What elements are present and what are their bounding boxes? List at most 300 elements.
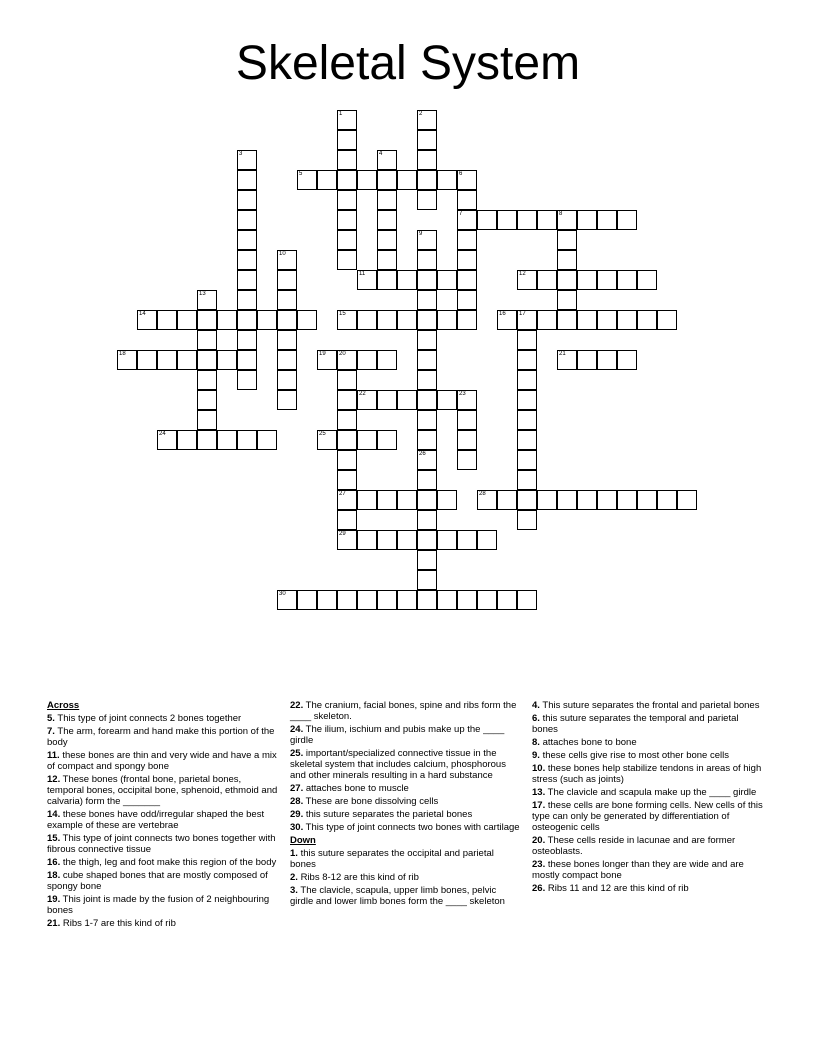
clue-number-label: 30. [290,822,304,833]
clue-text: cube shaped bones that are mostly composed of spongy bone [47,870,268,892]
grid-cell[interactable] [357,350,377,370]
grid-cell[interactable] [577,490,597,510]
clue-number: 18 [119,351,126,357]
clue-number: 5 [299,171,303,177]
grid-cell[interactable] [557,210,577,230]
grid-cell[interactable] [377,210,397,230]
grid-cell[interactable] [377,390,397,410]
clue-text: these cells give rise to most other bone cells [539,750,729,761]
clue-item [290,796,522,807]
clue-number-label: 1. [290,848,298,859]
clue-number-label: 14. [47,809,61,820]
grid-cell[interactable] [457,450,477,470]
grid-cell[interactable] [557,230,577,250]
clue-number: 10 [279,251,286,257]
across-heading: Across [47,700,80,711]
grid-cell[interactable] [557,270,577,290]
grid-cell[interactable] [457,270,477,290]
clue-text: These are bone dissolving cells [303,796,439,807]
clue-number-label: 23. [532,859,546,870]
grid-cell[interactable] [337,390,357,410]
grid-cell[interactable] [397,170,417,190]
grid-cell[interactable] [337,150,357,170]
clue-item [47,857,279,868]
clue-number-label: 3. [290,885,298,896]
grid-cell[interactable] [337,170,357,190]
grid-cell[interactable] [357,310,377,330]
grid-cell[interactable] [177,310,197,330]
clue-text: The clavicle, scapula, upper limb bones, pelvic girdle and lower limb bones form the ____ skeleton [290,885,505,907]
clue-text: Ribs 8-12 are this kind of rib [297,872,419,883]
clue-item [532,859,764,881]
clue-text: The arm, forearm and hand make this portion of the body [47,726,275,748]
grid-cell[interactable] [417,390,437,410]
clue-number: 4 [379,151,383,157]
grid-cell[interactable] [417,270,437,290]
clue-item [532,800,764,833]
grid-cell[interactable] [217,430,237,450]
clue-number: 16 [499,311,506,317]
grid-cell[interactable] [517,350,537,370]
clue-number: 19 [319,351,326,357]
grid-cell[interactable] [417,310,437,330]
grid-cell[interactable] [617,210,637,230]
clue-number: 15 [339,311,346,317]
grid-cell[interactable] [577,270,597,290]
clue-number: 25 [319,431,326,437]
grid-cell[interactable] [417,550,437,570]
grid-cell[interactable] [437,490,457,510]
clue-text: these bones longer than they are wide and are mostly compact bone [532,859,744,881]
clue-number-label: 10. [532,763,546,774]
grid-cell[interactable] [417,330,437,350]
grid-cell[interactable] [597,270,617,290]
grid-cell[interactable] [417,570,437,590]
clue-number: 30 [279,591,286,597]
grid-cell[interactable] [277,370,297,390]
grid-cell[interactable] [317,430,337,450]
grid-cell[interactable] [417,230,437,250]
grid-cell[interactable] [357,530,377,550]
clue-number-label: 7. [47,726,55,737]
grid-cell[interactable] [237,310,257,330]
grid-cell[interactable] [457,250,477,270]
grid-cell[interactable] [297,310,317,330]
clue-number-label: 6. [532,713,540,724]
grid-cell[interactable] [237,430,257,450]
grid-cell[interactable] [317,350,337,370]
grid-cell[interactable] [437,270,457,290]
clue-text: attaches bone to muscle [303,783,409,794]
grid-cell[interactable] [377,230,397,250]
grid-cell[interactable] [337,410,357,430]
grid-cell[interactable] [537,310,557,330]
grid-cell[interactable] [617,350,637,370]
grid-cell[interactable] [337,490,357,510]
grid-cell[interactable] [597,490,617,510]
grid-cell[interactable] [617,310,637,330]
grid-cell[interactable] [177,350,197,370]
grid-cell[interactable] [517,430,537,450]
grid-cell[interactable] [537,210,557,230]
grid-cell[interactable] [517,210,537,230]
clue-item [290,848,522,870]
clue-item [47,918,279,929]
grid-cell[interactable] [337,230,357,250]
grid-cell[interactable] [337,450,357,470]
grid-cell[interactable] [377,310,397,330]
grid-cell[interactable] [197,430,217,450]
grid-cell[interactable] [377,430,397,450]
grid-cell[interactable] [637,270,657,290]
grid-cell[interactable] [417,530,437,550]
clue-text: The cranium, facial bones, spine and ribs form the ____ skeleton. [290,700,517,722]
grid-cell[interactable] [417,470,437,490]
grid-cell[interactable] [517,510,537,530]
grid-cell[interactable] [417,450,437,470]
grid-cell[interactable] [297,590,317,610]
grid-cell[interactable] [297,170,317,190]
grid-cell[interactable] [197,330,217,350]
grid-cell[interactable] [577,350,597,370]
grid-cell[interactable] [157,350,177,370]
clue-text: The clavicle and scapula make up the ____ girdle [545,787,757,798]
grid-cell[interactable] [557,490,577,510]
clue-number: 11 [359,271,366,277]
clue-number-label: 2. [290,872,298,883]
grid-cell[interactable] [137,350,157,370]
grid-cell[interactable] [337,350,357,370]
clue-number-label: 5. [47,713,55,724]
grid-cell[interactable] [477,590,497,610]
clue-item [532,750,764,761]
grid-cell[interactable] [417,190,437,210]
grid-cell[interactable] [357,390,377,410]
clue-number-label: 27. [290,783,304,794]
clue-number: 13 [199,291,206,297]
clue-text: This suture separates the frontal and parietal bones [539,700,760,711]
grid-cell[interactable] [437,310,457,330]
grid-cell[interactable] [237,190,257,210]
clue-item [532,835,764,857]
grid-cell[interactable] [377,490,397,510]
grid-cell[interactable] [397,310,417,330]
grid-cell[interactable] [457,410,477,430]
grid-cell[interactable] [497,310,517,330]
grid-cell[interactable] [397,490,417,510]
clue-number: 2 [419,111,423,117]
clue-item [532,737,764,748]
grid-cell[interactable] [397,530,417,550]
grid-cell[interactable] [117,350,137,370]
clue-item [290,822,522,833]
grid-cell[interactable] [337,310,357,330]
grid-cell[interactable] [457,430,477,450]
clue-item [290,809,522,820]
grid-cell[interactable] [437,390,457,410]
grid-cell[interactable] [517,490,537,510]
grid-cell[interactable] [397,390,417,410]
grid-cell[interactable] [477,490,497,510]
clue-number: 12 [519,271,526,277]
grid-cell[interactable] [457,530,477,550]
grid-cell[interactable] [617,270,637,290]
grid-cell[interactable] [357,490,377,510]
grid-cell[interactable] [417,490,437,510]
clue-number: 29 [339,531,346,537]
clue-text: The ilium, ischium and pubis make up the ____ girdle [290,724,505,746]
grid-cell[interactable] [417,370,437,390]
clue-item [532,700,764,711]
grid-cell[interactable] [337,130,357,150]
grid-cell[interactable] [417,350,437,370]
grid-cell[interactable] [417,510,437,530]
grid-cell[interactable] [517,450,537,470]
grid-cell[interactable] [437,590,457,610]
grid-cell[interactable] [337,190,357,210]
clue-text: these cells are bone forming cells. New cells of this type can only be generated by differentiation of osteogenic cells [532,800,763,833]
clue-number: 21 [559,351,566,357]
clue-text: these bones have odd/irregular shaped the best example of these are vertebrae [47,809,265,831]
grid-cell[interactable] [377,590,397,610]
grid-cell[interactable] [277,310,297,330]
grid-cell[interactable] [517,590,537,610]
grid-cell[interactable] [517,370,537,390]
grid-cell[interactable] [137,310,157,330]
grid-cell[interactable] [197,390,217,410]
grid-cell[interactable] [657,310,677,330]
grid-cell[interactable] [277,330,297,350]
grid-cell[interactable] [377,190,397,210]
grid-cell[interactable] [477,530,497,550]
clue-number-label: 18. [47,870,61,881]
grid-cell[interactable] [577,310,597,330]
clue-number: 23 [459,391,466,397]
clue-number: 3 [239,151,243,157]
clue-text: this suture separates the parietal bones [303,809,473,820]
grid-cell[interactable] [237,350,257,370]
grid-cell[interactable] [237,270,257,290]
grid-cell[interactable] [377,250,397,270]
grid-cell[interactable] [337,590,357,610]
grid-cell[interactable] [357,590,377,610]
grid-cell[interactable] [157,310,177,330]
clue-text: these bones help stabilize tendons in areas of high stress (such as joints) [532,763,762,785]
clue-number: 28 [479,491,486,497]
clue-number: 24 [159,431,166,437]
clue-number: 9 [419,231,423,237]
grid-cell[interactable] [677,490,697,510]
grid-cell[interactable] [417,430,437,450]
grid-cell[interactable] [397,270,417,290]
grid-cell[interactable] [517,390,537,410]
grid-cell[interactable] [457,210,477,230]
grid-cell[interactable] [237,250,257,270]
grid-cell[interactable] [357,170,377,190]
clue-number: 20 [339,351,346,357]
grid-cell[interactable] [417,130,437,150]
grid-cell[interactable] [237,210,257,230]
grid-cell[interactable] [237,330,257,350]
grid-cell[interactable] [577,210,597,230]
grid-cell[interactable] [377,530,397,550]
grid-cell[interactable] [277,350,297,370]
grid-cell[interactable] [217,350,237,370]
grid-cell[interactable] [257,430,277,450]
grid-cell[interactable] [477,210,497,230]
grid-cell[interactable] [457,390,477,410]
grid-cell[interactable] [497,590,517,610]
grid-cell[interactable] [337,530,357,550]
grid-cell[interactable] [417,410,437,430]
grid-cell[interactable] [337,210,357,230]
clue-item [532,787,764,798]
clue-number-label: 26. [532,883,546,894]
clue-number-label: 29. [290,809,304,820]
grid-cell[interactable] [557,290,577,310]
clue-number-label: 21. [47,918,61,929]
grid-cell[interactable] [377,150,397,170]
clue-item [47,750,279,772]
grid-cell[interactable] [277,270,297,290]
grid-cell[interactable] [457,310,477,330]
grid-cell[interactable] [237,290,257,310]
grid-cell[interactable] [197,310,217,330]
grid-cell[interactable] [457,230,477,250]
clue-number-label: 8. [532,737,540,748]
grid-cell[interactable] [377,350,397,370]
grid-cell[interactable] [237,170,257,190]
grid-cell[interactable] [617,490,637,510]
clue-item [290,748,522,781]
grid-cell[interactable] [437,530,457,550]
grid-cell[interactable] [197,290,217,310]
grid-cell[interactable] [437,170,457,190]
clue-number-label: 11. [47,750,60,761]
clue-text: this suture separates the occipital and parietal bones [290,848,494,870]
grid-cell[interactable] [397,590,417,610]
grid-cell[interactable] [277,290,297,310]
grid-cell[interactable] [337,110,357,130]
grid-cell[interactable] [637,310,657,330]
clue-text: these bones are thin and very wide and have a mix of compact and spongy bone [47,750,277,772]
grid-cell[interactable] [517,310,537,330]
grid-cell[interactable] [517,470,537,490]
grid-cell[interactable] [417,250,437,270]
grid-cell[interactable] [237,370,257,390]
clue-number-label: 17. [532,800,546,811]
grid-cell[interactable] [417,110,437,130]
grid-cell[interactable] [657,490,677,510]
grid-cell[interactable] [317,170,337,190]
grid-cell[interactable] [557,350,577,370]
clue-text: This type of joint connects two bones with cartilage [303,822,520,833]
grid-cell[interactable] [377,170,397,190]
grid-cell[interactable] [457,170,477,190]
clue-column-2 [290,700,522,909]
grid-cell[interactable] [157,430,177,450]
clue-number: 27 [339,491,346,497]
grid-cell[interactable] [517,410,537,430]
grid-cell[interactable] [197,370,217,390]
grid-cell[interactable] [337,250,357,270]
grid-cell[interactable] [337,510,357,530]
grid-cell[interactable] [237,230,257,250]
clue-text: important/specialized connective tissue in the skeletal system that includes calcium, phosphorous and other minerals resulting in a hard substance [290,748,506,781]
grid-cell[interactable] [377,270,397,290]
grid-cell[interactable] [537,270,557,290]
clue-item [47,809,279,831]
grid-cell[interactable] [457,590,477,610]
grid-cell[interactable] [597,350,617,370]
grid-cell[interactable] [457,190,477,210]
grid-cell[interactable] [337,370,357,390]
clue-number: 17 [519,311,526,317]
clue-text: Ribs 1-7 are this kind of rib [60,918,176,929]
clue-number: 22 [359,391,366,397]
clue-number-label: 22. [290,700,304,711]
clue-number: 26 [419,451,426,457]
clue-item [47,774,279,807]
grid-cell[interactable] [197,410,217,430]
grid-cell[interactable] [257,310,277,330]
clue-text: These bones (frontal bone, parietal bones, temporal bones, occipital bone, sphenoid, ethmoid and calvaria) form the _______ [47,774,278,807]
grid-cell[interactable] [537,490,557,510]
grid-cell[interactable] [497,210,517,230]
grid-cell[interactable] [357,430,377,450]
clue-item [290,783,522,794]
grid-cell[interactable] [517,330,537,350]
clue-item [290,724,522,746]
grid-cell[interactable] [217,310,237,330]
clue-number-label: 12. [47,774,61,785]
grid-cell[interactable] [317,590,337,610]
clue-number-label: 19. [47,894,61,905]
grid-cell[interactable] [357,270,377,290]
grid-cell[interactable] [557,310,577,330]
clue-text: This type of joint connects 2 bones together [54,713,242,724]
grid-cell[interactable] [337,470,357,490]
grid-cell[interactable] [497,490,517,510]
clue-number: 1 [339,111,343,117]
grid-cell[interactable] [197,350,217,370]
grid-cell[interactable] [637,490,657,510]
grid-cell[interactable] [337,430,357,450]
clue-item [47,833,279,855]
grid-cell[interactable] [277,250,297,270]
clue-number: 7 [459,211,463,217]
clue-number-label: 15. [47,833,61,844]
grid-cell[interactable] [277,590,297,610]
grid-cell[interactable] [417,170,437,190]
clue-number-label: 9. [532,750,540,761]
clue-text: this suture separates the temporal and parietal bones [532,713,739,735]
grid-cell[interactable] [417,150,437,170]
grid-cell[interactable] [277,390,297,410]
grid-cell[interactable] [177,430,197,450]
grid-cell[interactable] [557,250,577,270]
clue-item [47,870,279,892]
clue-number: 6 [459,171,463,177]
grid-cell[interactable] [237,150,257,170]
clue-text: Ribs 11 and 12 are this kind of rib [545,883,689,894]
grid-cell[interactable] [597,310,617,330]
grid-cell[interactable] [517,270,537,290]
grid-cell[interactable] [417,290,437,310]
grid-cell[interactable] [597,210,617,230]
grid-cell[interactable] [457,290,477,310]
grid-cell[interactable] [417,590,437,610]
